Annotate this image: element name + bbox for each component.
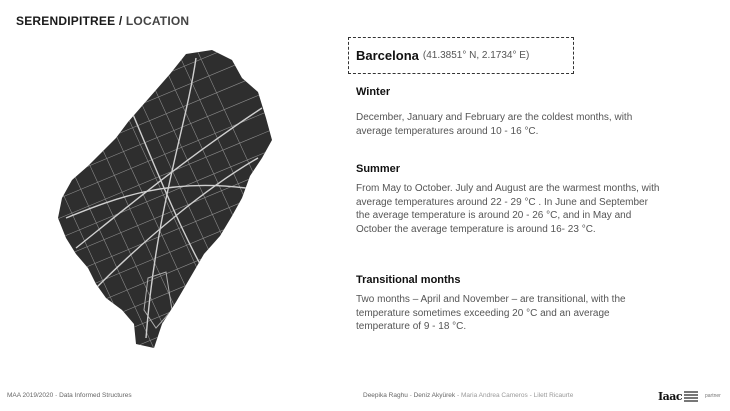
author-2: Deniz Akyürek [413, 392, 456, 399]
winter-body: December, January and February are the coldest months, with average temperatures around 10 - 16 °C. [356, 112, 633, 137]
brand-label: SERENDIPITREE / [16, 14, 123, 28]
location-box [348, 37, 574, 74]
barcelona-map [36, 48, 276, 353]
page-title [16, 14, 189, 28]
author-1: Deepika Raghu [363, 392, 408, 399]
footer-authors: Deepika Raghu - Deniz Akyürek - Maria Andrea Cameros - Lilett Ricaurte [363, 392, 574, 399]
iaac-logo: Iaac [658, 390, 683, 403]
section-label: LOCATION [125, 14, 190, 28]
city-coordinates: (41.3851° N, 2.1734° E) [422, 50, 530, 61]
partner-label: partner [705, 393, 721, 399]
transitional-body: Two months – April and November – are transitional, with the temperature sometimes exceeding 20 °C and an average temperature of 9 - 18 °C. [356, 294, 626, 332]
course-label: Data Informed Structures [59, 392, 132, 399]
summer-title: Summer [356, 163, 401, 175]
program-label: MAA 2019/2020 [7, 392, 54, 399]
logo-lines-icon [684, 391, 698, 403]
summer-body: From May to October. July and August are the warmest months, with average temperatures around 22 - 29 °C . In June and September the average temperature is around 20 - 26 °C, and in May and October the average temperature is around 16- 23 °C. [356, 183, 660, 235]
author-4: Lilett Ricaurte [533, 392, 574, 399]
footer-separator: - [55, 392, 58, 399]
city-name: Barcelona [356, 48, 419, 63]
author-3: Maria Andrea Cameros [460, 392, 528, 399]
footer-program [7, 392, 132, 399]
winter-title: Winter [356, 86, 391, 98]
transitional-title: Transitional months [356, 274, 461, 286]
